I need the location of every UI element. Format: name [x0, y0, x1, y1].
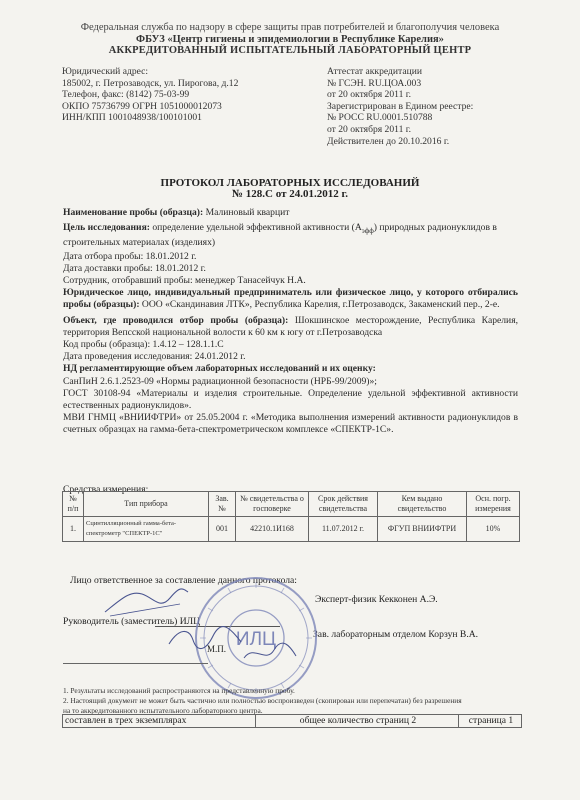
org-detail-line: ОКПО 75736799 ОГРН 1051000012073 [62, 100, 222, 112]
header-lab-center: АККРЕДИТОВАННЫЙ ИСПЫТАТЕЛЬНЫЙ ЛАБОРАТОРНЫЙ ЦЕНТР [108, 45, 472, 56]
accreditation-line: Зарегистрирован в Едином реестре: [327, 100, 474, 112]
nd-item: МВИ ГНМЦ «ВНИИФТРИ» от 25.05.2004 г. «Методика выполнения измерений активности радионуклидов в счетных образцах на гамма-бета-спектрометрическом комплексе «СПЕКТР-1С». [63, 412, 518, 436]
footer-pages-total: общее количество страниц 2 [256, 715, 459, 727]
accreditation-details [327, 66, 473, 147]
customer-value: ООО «Скандинавия ЛТК», Республика Карелия, г.Петрозаводск, Закаменский пер., 2-е. [139, 299, 500, 311]
protocol-title: ПРОТОКОЛ ЛАБОРАТОРНЫХ ИССЛЕДОВАНИЙ [160, 177, 420, 189]
org-detail-line: Телефон, факс: (8142) 75-03-99 [62, 89, 190, 101]
purpose-value-b: ) природных радионуклидов в строительных материалах (изделиях) [63, 222, 497, 249]
note-item: 1. Результаты исследований распространяются на представленную пробу. [63, 686, 295, 695]
sampling-date: Дата отбора пробы: 18.01.2012 г. [63, 250, 197, 262]
purpose-subscript: эфф [361, 227, 374, 236]
responsible-label: Лицо ответственное за составление данного протокола: [70, 575, 297, 586]
accreditation-line: Действителен до 20.10.2016 г. [327, 135, 450, 147]
org-detail-line: 185002, г. Петрозаводск, ул. Пирогова, д.12 [62, 77, 239, 89]
delivery-date: Дата доставки пробы: 18.01.2012 г. [63, 262, 206, 274]
purpose-value-a: определение удельной эффективной активности (А [149, 222, 362, 234]
table-cell: 42210.1И168 [236, 517, 309, 542]
instruments-label: Средства измерения: [63, 484, 149, 495]
accreditation-line: от 20 октября 2011 г. [327, 123, 412, 135]
purpose-label: Цель исследования: [63, 222, 150, 234]
object-label: Объект, где проводился отбор пробы (образца): [63, 314, 289, 326]
footer-copies: составлен в трех экземплярах [63, 715, 256, 727]
table-cell: 1. [63, 517, 84, 542]
column-header: Кем выдано свидетельство [378, 492, 467, 517]
table-cell: 11.07.2012 г. [309, 517, 378, 542]
note-item: 2. Настоящий документ не может быть частично или полностью воспроизведен (скопирован или перепечатан) без разрешения [63, 696, 462, 705]
org-detail-line: Юридический адрес: [62, 66, 149, 77]
seal-place-label: М.П. [207, 644, 227, 654]
lab-head-signature-icon [240, 640, 300, 668]
lab-head-name: Зав. лабораторным отделом Корзун В.А. [313, 629, 479, 640]
nd-label: НД регламентирующие объем лабораторных исследований и их оценку: [63, 363, 376, 375]
sampling-object [63, 315, 518, 339]
notes-divider [63, 663, 208, 664]
column-header: Осн. погр. измерения [467, 492, 520, 517]
header-agency: Федеральная служба по надзору в сфере защиты прав потребителей и благополучия человека [80, 22, 500, 33]
object-value: Шокшинское месторождение, Республика Карелия, территория Вепсской национальной волости к 60 км к югу от г.Петрозаводска [63, 314, 519, 338]
instruments-table [62, 491, 520, 542]
sample-name [63, 207, 518, 219]
column-header: Зав. № [209, 492, 236, 517]
table-cell: 001 [209, 517, 236, 542]
table-cell: 10% [467, 517, 520, 542]
customer [63, 287, 518, 311]
sample-name-label: Наименование пробы (образца): [63, 207, 204, 218]
header-organization: ФБУЗ «Центр гигиены и эпидемиологии в Республике Карелия» [136, 34, 444, 45]
notes [63, 686, 525, 716]
note-item: на то аккредитованного испытательного лабораторного центра. [63, 706, 263, 715]
table-header-row [63, 492, 520, 517]
org-detail-line: ИНН/КПП 1001048938/100101001 [62, 112, 202, 124]
table-cell: ФГУП ВНИИФТРИ [378, 517, 467, 542]
nd-item: СанПиН 2.6.1.2523-09 «Нормы радиационной безопасности (НРБ-99/2009)»; [63, 375, 377, 387]
column-header: № свидетельства о госповерке [236, 492, 309, 517]
sample-name-value: Малиновый кварцит [203, 207, 290, 218]
accreditation-line: Аттестат аккредитации [327, 66, 422, 77]
table-row [63, 517, 520, 542]
footer-table [62, 714, 522, 728]
column-header: Тип прибора [84, 492, 209, 517]
purpose [63, 222, 518, 249]
accreditation-line: № ГСЭН. RU.ЦОА.003 [327, 77, 422, 89]
column-header: Срок действия свидетельства [309, 492, 378, 517]
nd-item: ГОСТ 30108-94 «Материалы и изделия строительные. Определение удельной эффективной активности естественных радионуклидов». [63, 387, 518, 411]
protocol-number: № 128.С от 24.01.2012 г. [231, 188, 348, 200]
footer-page: страница 1 [468, 715, 514, 726]
customer-label: Юридическое лицо, индивидуальный предприниматель или физическое лицо, у которого отбирались пробы (образцы): [63, 287, 518, 311]
accreditation-line: № РОСС RU.0001.510788 [327, 112, 433, 124]
head-signature-icon [165, 622, 245, 658]
sample-code: Код пробы (образца): 1.4.12 – 128.1.1.С [63, 338, 224, 350]
stamp-center-text: ИЛЦ [235, 629, 277, 650]
expert-signature-icon [100, 580, 190, 620]
accreditation-line: от 20 октября 2011 г. [327, 89, 412, 101]
sampler: Сотрудник, отобравший пробы: менеджер Танасейчук Н.А. [63, 274, 306, 286]
protocol-body [63, 207, 518, 437]
org-details [62, 66, 238, 124]
test-date: Дата проведения исследования: 24.01.2012 г. [63, 351, 246, 363]
table-cell: Сцинтилляционный гамма-бета-спектрометр "СПЕКТР-1С" [84, 517, 209, 542]
column-header: № п/п [63, 492, 84, 517]
head-label: Руководитель (заместитель) ИЛЦ [63, 616, 201, 627]
expert-name: Эксперт-физик Кекконен А.Э. [315, 594, 438, 605]
